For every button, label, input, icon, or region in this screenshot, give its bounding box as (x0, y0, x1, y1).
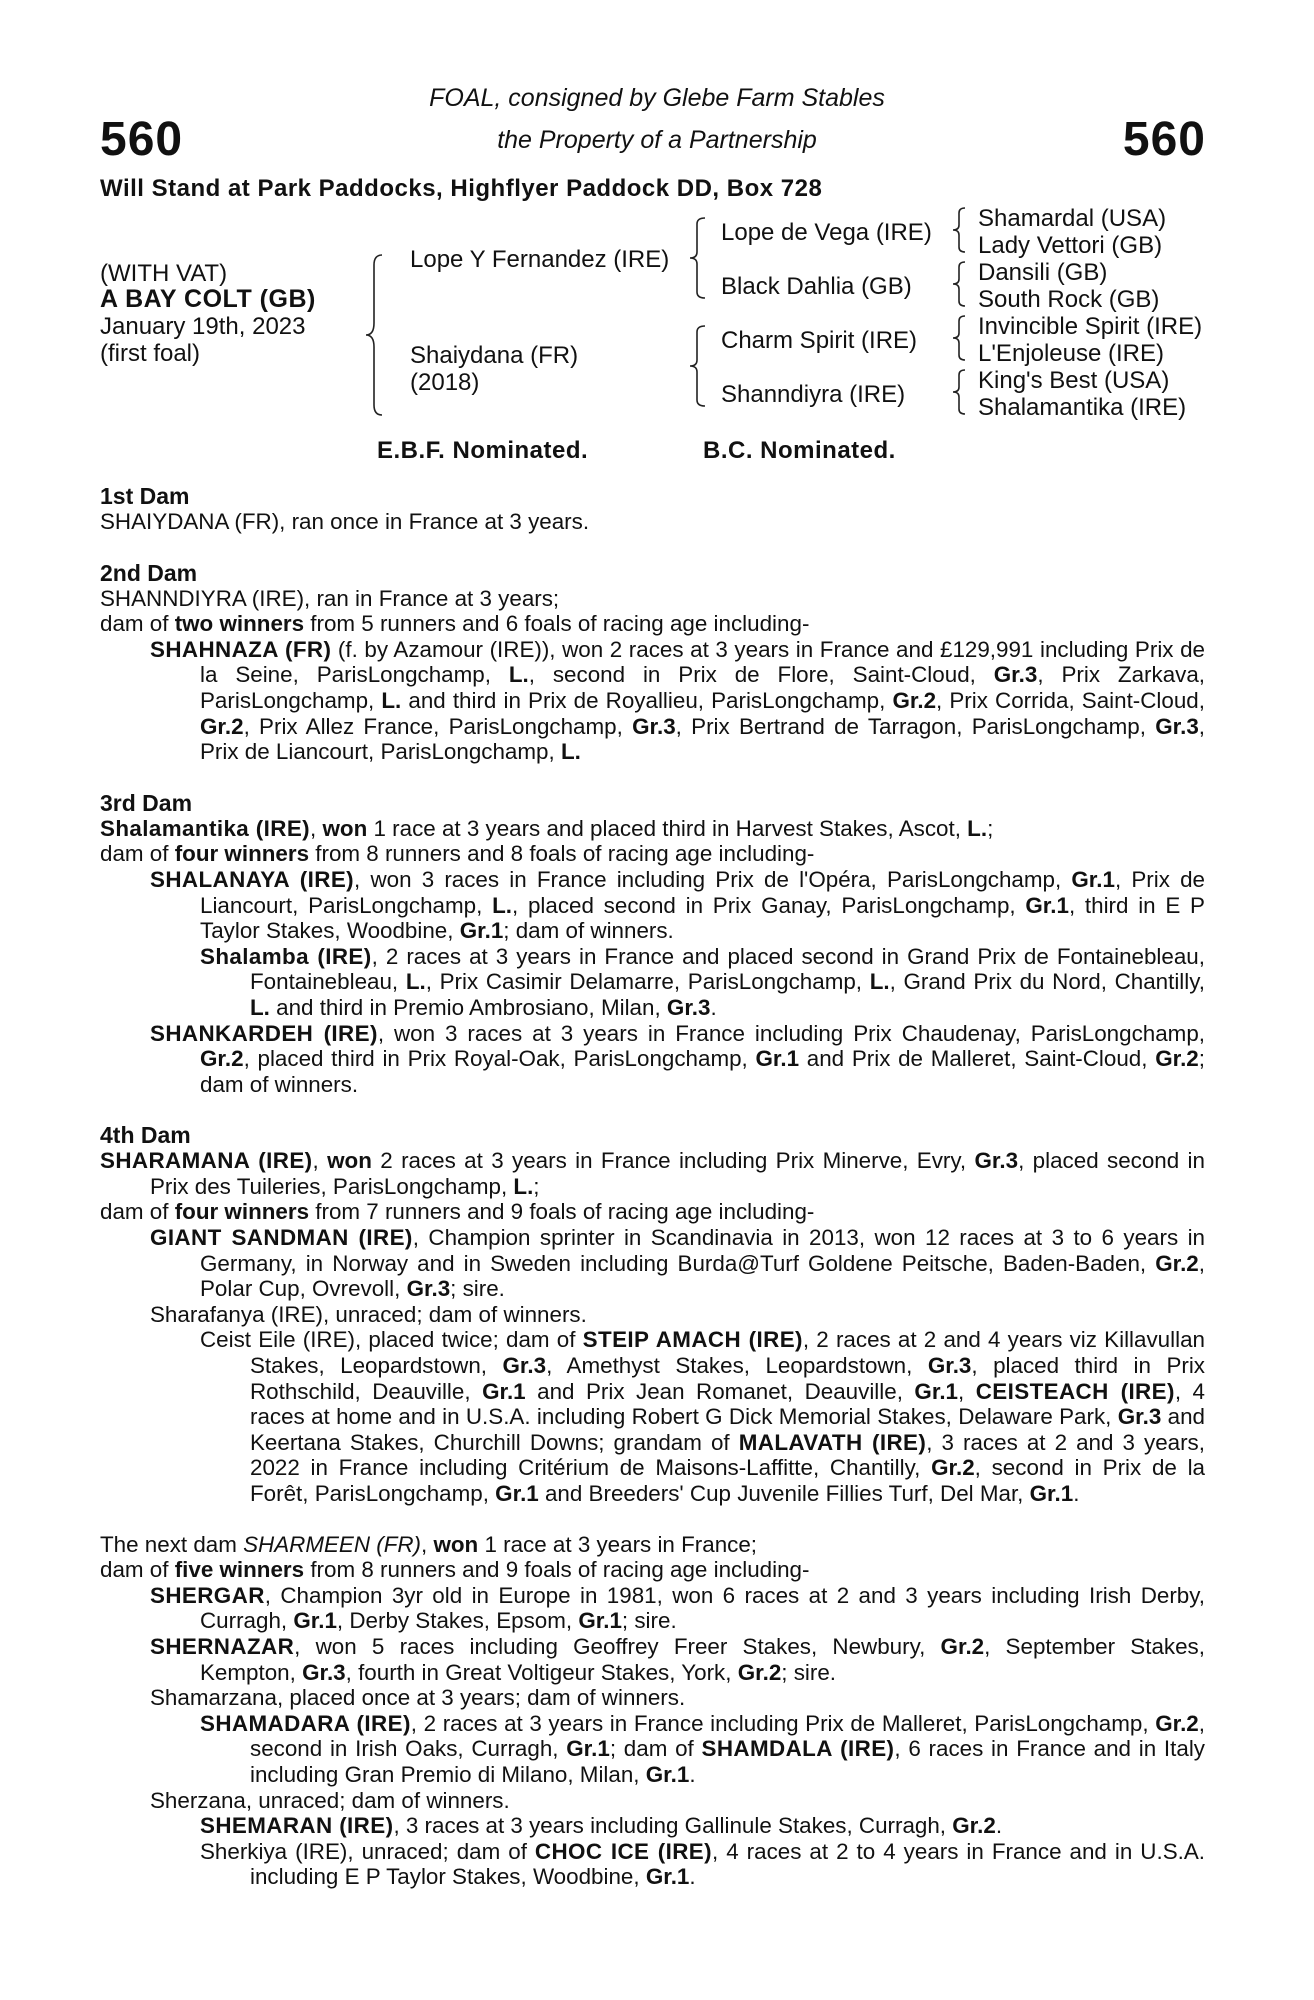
paragraph: SHEMARAN (IRE), 3 races at 3 years including Gallinule Stakes, Curragh, Gr.2. (200, 1813, 1003, 1839)
pedigree-g6: L'Enjoleuse (IRE) (978, 340, 1164, 367)
pedigree-dam-sire: Charm Spirit (IRE) (721, 327, 918, 354)
paragraph: Shamarzana, placed once at 3 years; dam of winners. (150, 1685, 686, 1711)
paragraph: Sherkiya (IRE), unraced; dam of CHOC ICE (IRE), 4 races at 2 to 4 years in France and in U.S.A. including E P Taylor Stakes, Woodbine, Gr.1. (200, 1838, 1206, 1890)
ebf-nominated: E.B.F. Nominated. (377, 437, 589, 464)
foal-dob: January 19th, 2023 (100, 313, 306, 340)
paragraph: dam of two winners from 5 runners and 6 foals of racing age including- (100, 611, 810, 637)
pedigree-dam-dam: Shanndiyra (IRE) (721, 381, 906, 408)
lot-number-right: 560 (1122, 113, 1206, 166)
pedigree-bracket-g2 (955, 262, 971, 306)
pedigree-bracket-sire (693, 218, 713, 298)
paragraph: Sherzana, unraced; dam of winners. (150, 1787, 510, 1813)
paragraph: SHERNAZAR, won 5 races including Geoffrey Freer Stakes, Newbury, Gr.2, September Stakes, Kempton, Gr.3, fourth in Great Voltigeur Stakes, York, Gr.2; sire. (150, 1633, 1205, 1685)
pedigree-g8: Shalamantika (IRE) (978, 394, 1187, 421)
paragraph: dam of four winners from 8 runners and 8 foals of racing age including- (100, 841, 815, 867)
vat-note: (WITH VAT) (100, 260, 228, 287)
pedigree-g1: Shamardal (USA) (978, 205, 1167, 232)
paragraph: GIANT SANDMAN (IRE), Champion sprinter in Scandinavia in 2013, won 12 races at 3 to 6 years in Germany, in Norway and in Sweden including Burda@Turf Goldene Peitsche, Baden-Baden, Gr.2, Polar Cup, Ovrevoll, Gr.3; sire. (150, 1225, 1205, 1302)
paragraph: Shalamantika (IRE), won 1 race at 3 years and placed third in Harvest Stakes, Ascot, L.; (100, 815, 994, 841)
paragraph: Shalamba (IRE), 2 races at 3 years in France and placed second in Grand Prix de Fontainebleau, Fontainebleau, L., Prix Casimir Delamarre, ParisLongchamp, L., Grand Prix du Nord, Chantilly, L. and third in Premio Ambrosiano, Milan, Gr.3. (200, 943, 1206, 1020)
property-line: the Property of a Partnership (497, 126, 817, 154)
paragraph: SHALANAYA (IRE), won 3 races in France including Prix de l'Opéra, ParisLongchamp, Gr.1, Prix de Liancourt, ParisLongchamp, L., placed second in Prix Ganay, ParisLongchamp, Gr.1, third in E P Taylor Stakes, Woodbine, Gr.1; dam of winners. (150, 866, 1205, 944)
pedigree-dam: Shaiydana (FR) (410, 342, 579, 369)
paragraph: dam of four winners from 7 runners and 9 foals of racing age including- (100, 1199, 815, 1225)
paragraph: dam of five winners from 8 runners and 9 foals of racing age including- (100, 1557, 810, 1583)
pedigree-g4: South Rock (GB) (978, 286, 1160, 313)
pedigree-bracket-g1 (955, 208, 971, 252)
pedigree-bracket-dam (693, 326, 713, 406)
stand-location: Will Stand at Park Paddocks, Highflyer Paddock DD, Box 728 (100, 175, 823, 202)
paragraph: SHAHNAZA (FR) (f. by Azamour (IRE)), won 2 races at 3 years in France and £129,991 including Prix de la Seine, ParisLongchamp, L., second in Prix de Flore, Saint-Cloud, Gr.3, Prix Zarkava, ParisLongchamp, L. and third in Prix de Royallieu, ParisLongchamp, Gr.2, Prix Corrida, Saint-Cloud, Gr.2, Prix Allez France, ParisLongchamp, Gr.3, Prix Bertrand de Tarragon, ParisLongchamp, Gr.3, Prix de Liancourt, ParisLongchamp, L. (150, 636, 1206, 765)
paragraph: Sharafanya (IRE), unraced; dam of winners. (150, 1301, 587, 1327)
pedigree-bracket-g3 (955, 316, 971, 360)
paragraph: The next dam SHARMEEN (FR), won 1 race at 3 years in France; (100, 1531, 758, 1557)
paragraph: SHAMADARA (IRE), 2 races at 3 years in France including Prix de Malleret, ParisLongchamp, Gr.2, second in Irish Oaks, Curragh, Gr.1; dam of SHAMDALA (IRE), 6 races in France and in Italy including Gran Premio di Milano, Milan, Gr.1. (200, 1710, 1205, 1787)
paragraph: SHANKARDEH (IRE), won 3 races at 3 years in France including Prix Chaudenay, ParisLongchamp, Gr.2, placed third in Prix Royal-Oak, ParisLongchamp, Gr.1 and Prix de Malleret, Saint-Cloud, Gr.2; dam of winners. (150, 1020, 1205, 1097)
pedigree-bracket-main (370, 255, 390, 415)
dam1-text: SHAIYDANA (FR), ran once in France at 3 years. (100, 509, 590, 534)
section-title-1st-dam: 1st Dam (100, 483, 190, 509)
pedigree-sire: Lope Y Fernandez (IRE) (410, 246, 670, 273)
paragraph: SHANNDIYRA (IRE), ran in France at 3 years; (100, 585, 560, 611)
bc-nominated: B.C. Nominated. (703, 437, 896, 464)
paragraph: SHARAMANA (IRE), won 2 races at 3 years in France including Prix Minerve, Evry, Gr.3, placed second in Prix des Tuileries, ParisLongchamp, L.; (100, 1148, 1205, 1199)
pedigree-sire-dam: Black Dahlia (GB) (721, 273, 912, 300)
paragraph: Ceist Eile (IRE), placed twice; dam of STEIP AMACH (IRE), 2 races at 2 and 4 years viz Killavullan Stakes, Leopardstown, Gr.3, Amethyst Stakes, Leopardstown, Gr.3, placed third in Prix Rothschild, Deauville, Gr.1 and Prix Jean Romanet, Deauville, Gr.1, CEISTEACH (IRE), 4 races at home and in U.S.A. including Robert G Dick Memorial Stakes, Delaware Park, Gr.3 and Keertana Stakes, Churchill Downs; grandam of MALAVATH (IRE), 3 races at 2 and 3 years, 2022 in France including Critérium de Maisons-Laffitte, Chantilly, Gr.2, second in Prix de la Forêt, ParisLongchamp, Gr.1 and Breeders' Cup Juvenile Fillies Turf, Del Mar, Gr.1. (200, 1327, 1206, 1506)
paragraph: SHERGAR, Champion 3yr old in Europe in 1981, won 6 races at 2 and 3 years including Irish Derby, Curragh, Gr.1, Derby Stakes, Epsom, Gr.1; sire. (150, 1582, 1205, 1634)
section-title-2nd-dam: 2nd Dam (100, 559, 198, 586)
pedigree-sire-sire: Lope de Vega (IRE) (721, 219, 932, 246)
pedigree-dam-year: (2018) (410, 369, 480, 396)
pedigree-g2: Lady Vettori (GB) (978, 232, 1163, 259)
consignor-line: FOAL, consigned by Glebe Farm Stables (429, 84, 885, 112)
section-title-4th-dam: 4th Dam (100, 1122, 191, 1149)
foal-name: A BAY COLT (GB) (100, 285, 316, 313)
section-title-3rd-dam: 3rd Dam (100, 789, 193, 816)
pedigree-g7: King's Best (USA) (978, 367, 1170, 394)
pedigree-g5: Invincible Spirit (IRE) (978, 313, 1203, 340)
pedigree-g3: Dansili (GB) (978, 259, 1108, 286)
pedigree-bracket-g4 (955, 370, 971, 414)
foal-note: (first foal) (100, 340, 201, 367)
lot-number-left: 560 (100, 113, 184, 166)
catalogue-body (100, 483, 1205, 1890)
